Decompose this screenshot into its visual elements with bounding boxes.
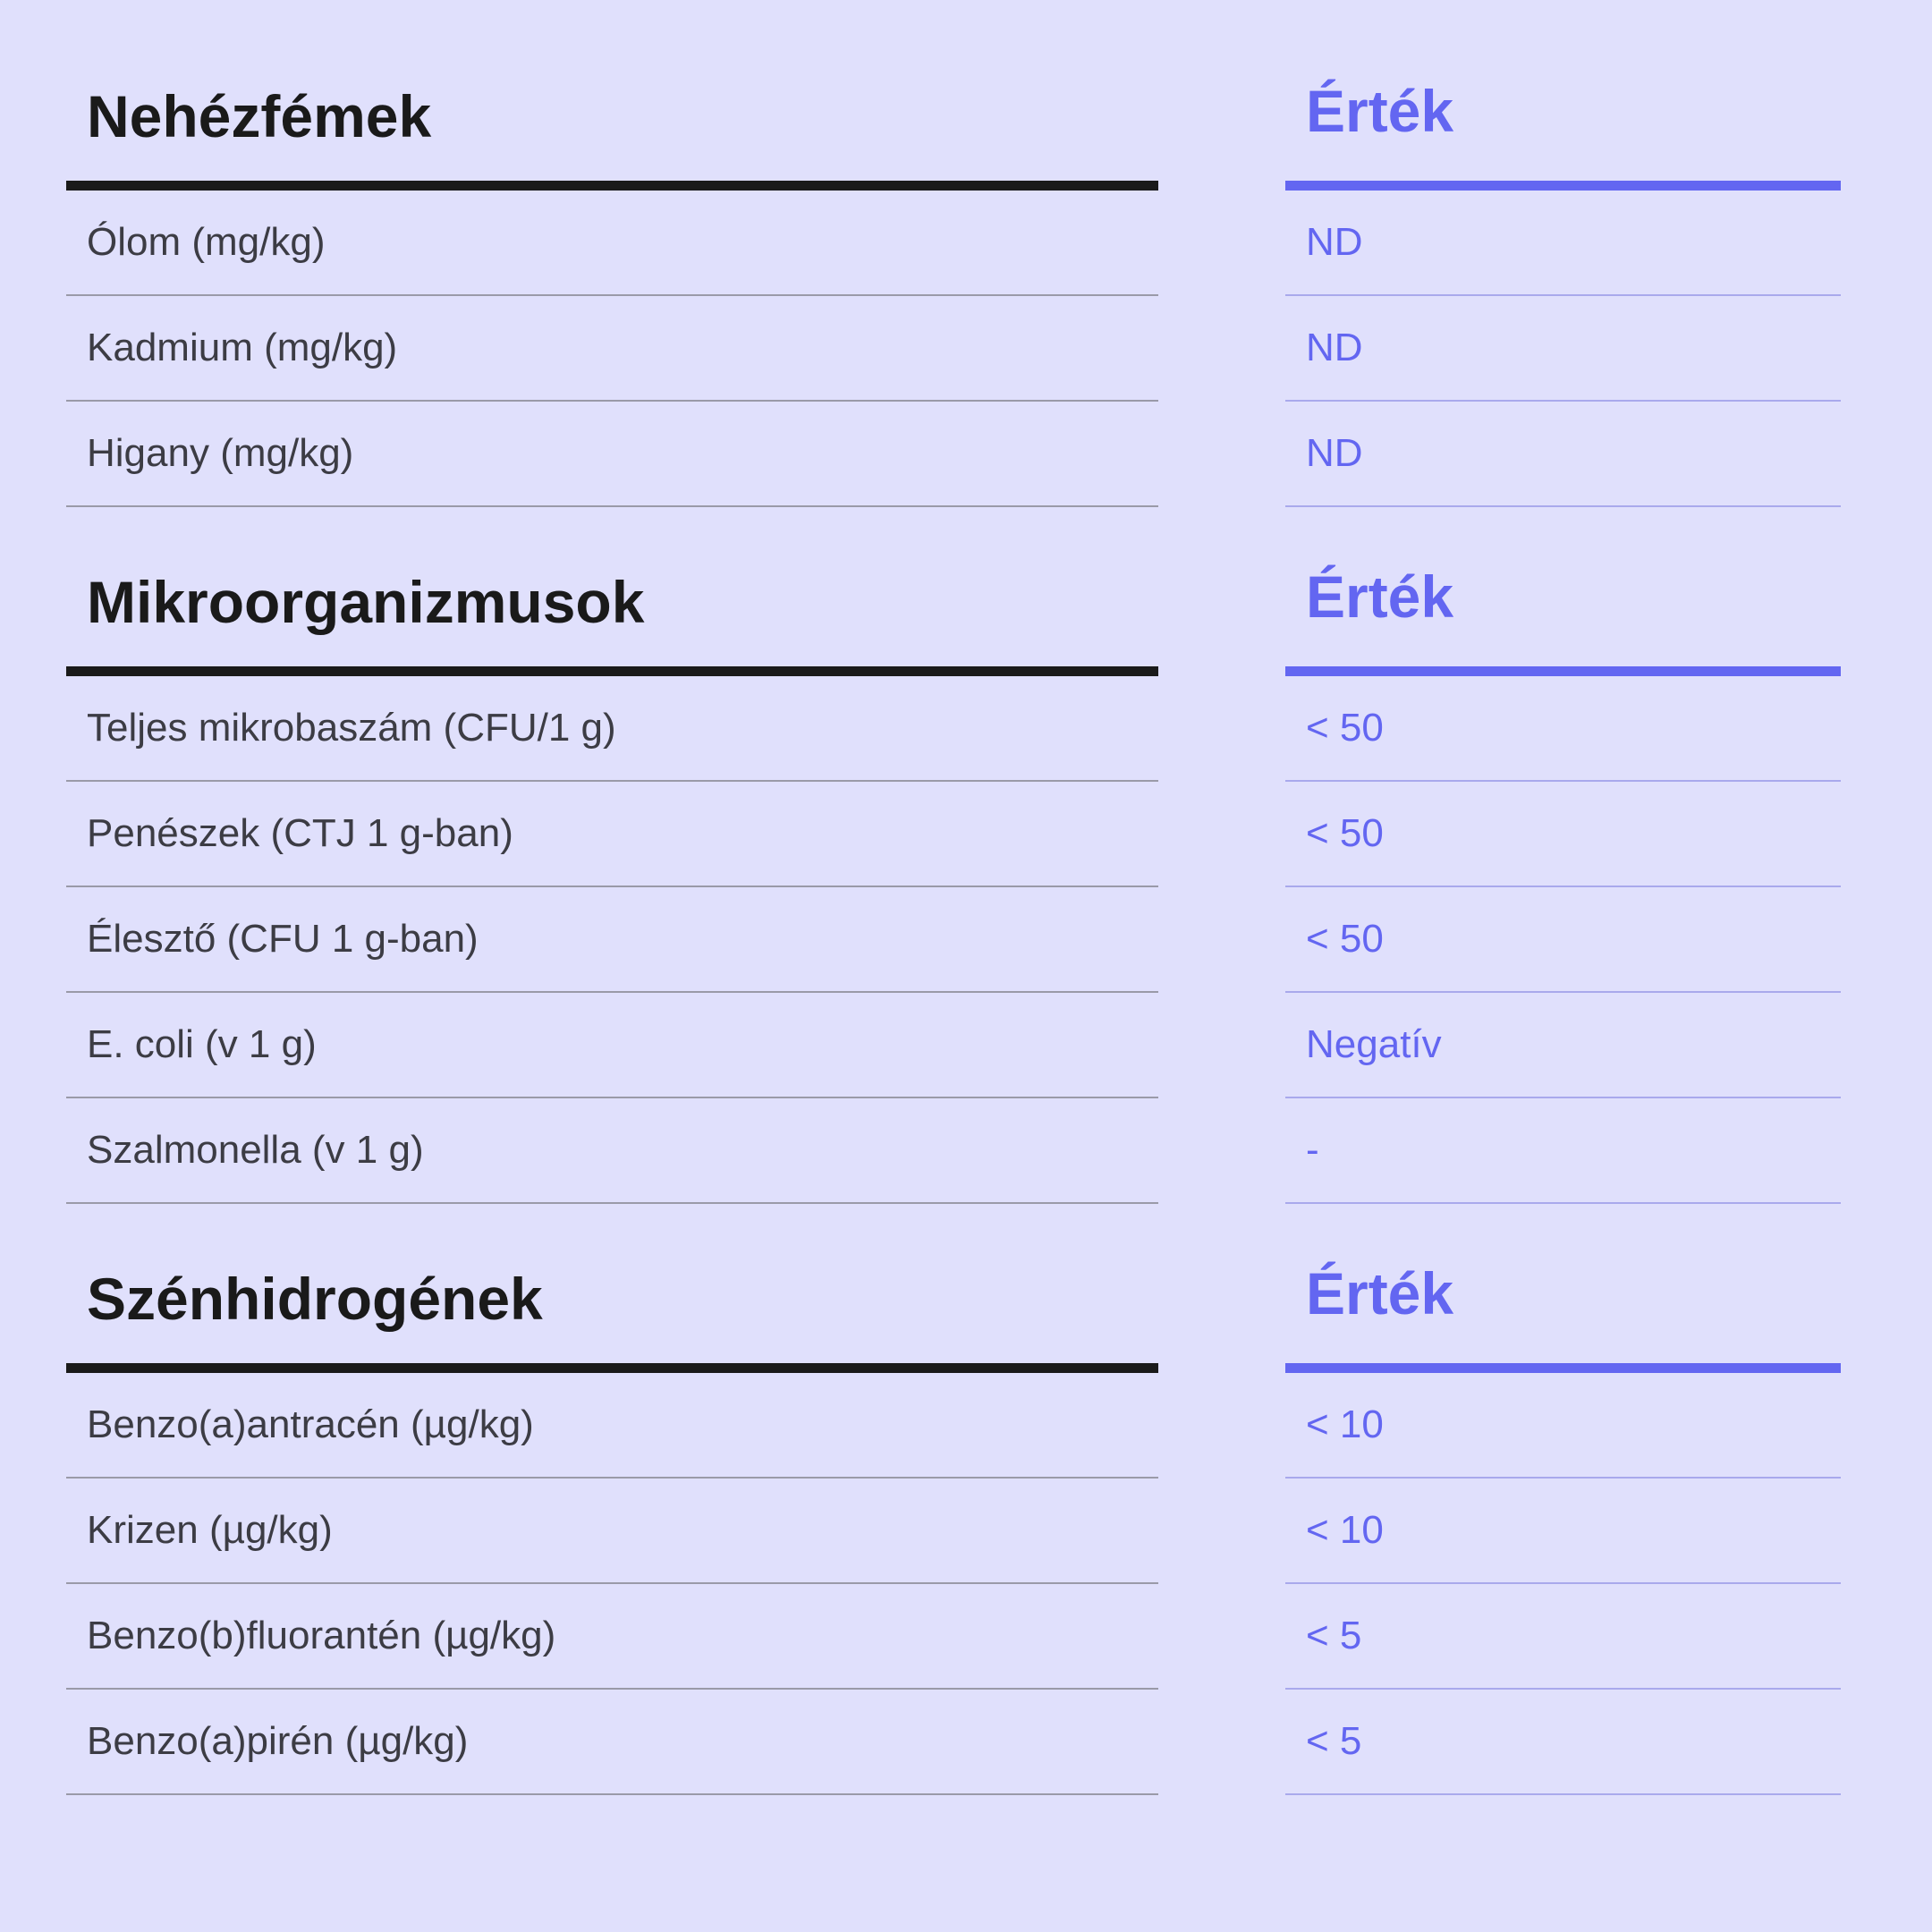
parameter-value: < 50	[1285, 782, 1841, 887]
parameter-value: < 10	[1285, 1479, 1841, 1584]
value-header: Érték	[1285, 534, 1841, 676]
parameter-label: Szalmonella (v 1 g)	[66, 1098, 1158, 1204]
parameter-column	[66, 48, 1158, 507]
section-2	[66, 1231, 1841, 1795]
parameter-label: Penészek (CTJ 1 g-ban)	[66, 782, 1158, 887]
section-title: Mikroorganizmusok	[66, 534, 1158, 676]
section-0	[66, 48, 1841, 507]
parameter-column	[66, 534, 1158, 1204]
parameter-value: ND	[1285, 191, 1841, 296]
parameter-label: Kadmium (mg/kg)	[66, 296, 1158, 402]
parameter-value: < 5	[1285, 1584, 1841, 1690]
parameter-value: ND	[1285, 402, 1841, 507]
value-header: Érték	[1285, 48, 1841, 191]
parameter-value: Negatív	[1285, 993, 1841, 1098]
parameter-label: E. coli (v 1 g)	[66, 993, 1158, 1098]
parameter-value: ND	[1285, 296, 1841, 402]
parameter-value: -	[1285, 1098, 1841, 1204]
parameter-label: Higany (mg/kg)	[66, 402, 1158, 507]
parameter-label: Benzo(b)fluorantén (µg/kg)	[66, 1584, 1158, 1690]
section-1	[66, 534, 1841, 1204]
parameter-value: < 5	[1285, 1690, 1841, 1795]
value-column	[1285, 1231, 1841, 1795]
parameter-label: Benzo(a)antracén (µg/kg)	[66, 1373, 1158, 1479]
section-title: Nehézfémek	[66, 48, 1158, 191]
parameter-label: Krizen (µg/kg)	[66, 1479, 1158, 1584]
analysis-table	[66, 48, 1841, 1822]
parameter-label: Élesztő (CFU 1 g-ban)	[66, 887, 1158, 993]
section-title: Szénhidrogének	[66, 1231, 1158, 1373]
parameter-value: < 50	[1285, 676, 1841, 782]
parameter-value: < 50	[1285, 887, 1841, 993]
value-column	[1285, 534, 1841, 1204]
parameter-label: Benzo(a)pirén (µg/kg)	[66, 1690, 1158, 1795]
parameter-label: Teljes mikrobaszám (CFU/1 g)	[66, 676, 1158, 782]
parameter-column	[66, 1231, 1158, 1795]
parameter-label: Ólom (mg/kg)	[66, 191, 1158, 296]
value-column	[1285, 48, 1841, 507]
parameter-value: < 10	[1285, 1373, 1841, 1479]
value-header: Érték	[1285, 1231, 1841, 1373]
